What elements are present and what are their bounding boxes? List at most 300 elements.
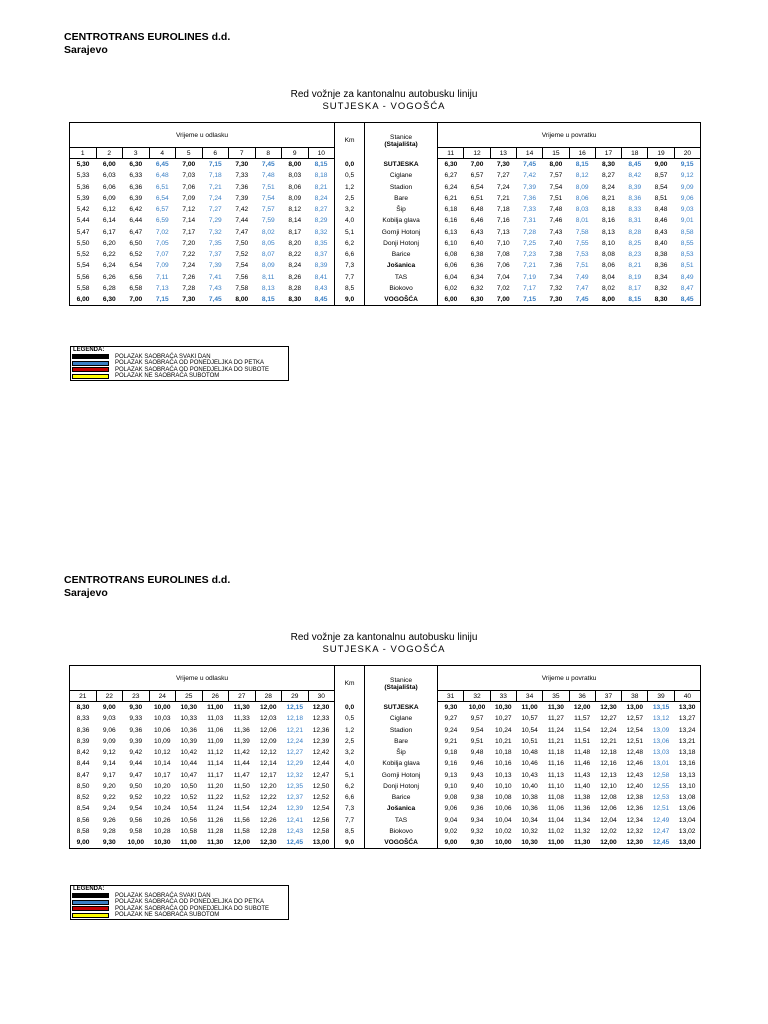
station-name: Ciglane (365, 170, 438, 181)
return-time: 8,42 (628, 172, 642, 180)
return-time: 13,15 (652, 704, 670, 712)
return-time: 11,08 (547, 794, 564, 802)
departure-time: 9,47 (129, 771, 143, 779)
return-time: 9,36 (470, 805, 484, 813)
table-row (70, 725, 701, 736)
return-time: 13,08 (674, 792, 700, 803)
departure-time: 8,09 (261, 262, 275, 270)
return-time: 10,13 (495, 771, 512, 779)
return-time: 8,28 (628, 228, 642, 236)
departure-col-number: 9 (282, 148, 309, 159)
departure-time: 8,41 (314, 273, 328, 281)
legend-label: POLAZAK NE SAOBRAĆA SUBOTOM (115, 373, 220, 379)
return-time: 8,13 (602, 228, 615, 236)
return-time: 8,01 (575, 217, 589, 225)
departure-time: 10,09 (153, 737, 171, 745)
return-time: 6,30 (464, 294, 490, 306)
km-value: 5,1 (335, 227, 365, 238)
return-time: 7,24 (496, 183, 510, 191)
table-row (70, 837, 701, 849)
departure-time: 6,09 (102, 194, 116, 202)
departure-time: 6,45 (155, 161, 169, 169)
return-time: 7,51 (549, 194, 563, 202)
return-time: 13,06 (652, 737, 670, 745)
return-col-number: 19 (648, 148, 674, 159)
return-time: 12,34 (626, 816, 644, 824)
departure-time: 9,00 (102, 704, 116, 712)
return-time: 7,25 (523, 239, 536, 247)
return-col-number: 31 (438, 691, 464, 702)
departure-time: 7,35 (208, 239, 222, 247)
departure-time: 10,12 (153, 749, 171, 757)
return-col-number: 34 (516, 691, 542, 702)
departure-time: 7,29 (208, 217, 222, 225)
return-time: 7,16 (496, 217, 510, 225)
departure-time: 6,54 (129, 262, 143, 270)
return-time: 8,12 (575, 172, 589, 180)
departure-time: 10,50 (180, 782, 197, 790)
departure-time: 12,27 (286, 749, 303, 757)
return-time: 6,13 (438, 227, 464, 238)
departure-col-number: 29 (282, 691, 309, 702)
legend-label: POLAZAK SAOBRAĆA OD PONEDJELJKA DO PETKA (115, 899, 265, 905)
departure-time: 8,50 (70, 781, 97, 792)
return-col-number: 11 (438, 148, 464, 159)
departure-time: 7,15 (208, 161, 222, 169)
departure-time: 12,36 (312, 726, 330, 734)
departure-time: 7,24 (208, 194, 222, 202)
departure-time: 5,39 (70, 193, 97, 204)
return-time: 9,04 (438, 815, 464, 826)
departure-time: 9,56 (129, 816, 143, 824)
departure-time: 12,54 (312, 805, 330, 813)
return-time: 12,00 (573, 704, 591, 712)
return-time: 12,57 (626, 715, 644, 723)
table-row (70, 736, 701, 747)
company-name: CENTROTRANS EUROLINES d.d. (64, 574, 231, 586)
departure-time: 6,59 (155, 217, 169, 225)
departure-time: 12,32 (286, 771, 303, 779)
return-time: 9,51 (470, 737, 484, 745)
legend-label: POLAZAK NE SAOBRAĆA SUBOTOM (115, 912, 220, 918)
return-time: 8,00 (595, 294, 621, 306)
header-row (70, 666, 701, 691)
return-time: 6,46 (470, 217, 484, 225)
return-time: 10,16 (495, 760, 512, 768)
departure-col-number: 10 (308, 148, 335, 159)
return-time: 11,24 (547, 726, 564, 734)
return-time: 9,13 (438, 770, 464, 781)
km-header: Km (335, 123, 365, 159)
return-time: 9,00 (438, 837, 464, 849)
return-col-number: 12 (464, 148, 490, 159)
return-time: 7,54 (549, 183, 563, 191)
return-time: 9,00 (654, 161, 668, 169)
return-time: 7,45 (523, 161, 536, 169)
return-col-number: 37 (595, 691, 621, 702)
departure-time: 12,20 (259, 782, 277, 790)
return-time: 10,00 (490, 837, 516, 849)
station-name: Biokovo (365, 283, 438, 294)
return-time: 10,43 (521, 771, 538, 779)
return-time: 6,40 (470, 239, 484, 247)
departure-time: 11,22 (207, 794, 224, 802)
return-time: 9,40 (470, 782, 484, 790)
return-time: 7,58 (575, 228, 589, 236)
return-time: 12,51 (626, 737, 644, 745)
departure-time: 7,54 (235, 262, 249, 270)
return-time: 7,18 (496, 206, 510, 214)
departure-time: 5,33 (70, 170, 97, 181)
departure-time: 8,02 (261, 228, 275, 236)
departure-time: 8,21 (314, 183, 328, 191)
departure-time: 11,52 (233, 794, 250, 802)
departure-col-number: 1 (70, 148, 97, 159)
return-time: 7,32 (549, 284, 563, 292)
departure-time: 12,42 (312, 749, 330, 757)
departure-time: 6,17 (102, 228, 116, 236)
departure-time: 7,18 (208, 172, 222, 180)
return-time: 6,30 (438, 159, 464, 171)
return-time: 7,04 (496, 273, 510, 281)
departure-time: 9,54 (129, 805, 143, 813)
return-time: 13,01 (652, 760, 670, 768)
departure-time: 12,41 (286, 816, 303, 824)
departure-time: 8,28 (288, 284, 302, 292)
return-time: 12,40 (626, 782, 644, 790)
return-time: 9,01 (674, 215, 700, 226)
km-header: Km (335, 666, 365, 702)
return-time: 6,57 (470, 172, 484, 180)
departure-time: 11,17 (207, 771, 224, 779)
departure-time: 7,50 (235, 239, 249, 247)
return-col-number: 13 (490, 148, 516, 159)
return-time: 6,24 (438, 182, 464, 193)
departure-time: 8,29 (314, 217, 328, 225)
station-header-line1: Stanice (390, 676, 413, 684)
departure-time: 10,44 (180, 760, 197, 768)
departure-time: 10,47 (180, 771, 197, 779)
return-col-number: 39 (648, 691, 674, 702)
departure-col-number: 4 (149, 148, 176, 159)
return-time: 8,04 (602, 273, 615, 281)
return-time: 13,16 (674, 758, 700, 769)
return-time: 7,23 (523, 251, 536, 259)
return-time: 13,12 (652, 715, 670, 723)
return-time: 7,02 (496, 284, 510, 292)
departure-time: 6,39 (129, 194, 143, 202)
km-value: 1,2 (335, 182, 365, 193)
return-time: 8,46 (654, 217, 668, 225)
departure-time: 8,22 (288, 251, 302, 259)
return-col-number: 38 (622, 691, 648, 702)
departure-time: 8,24 (288, 262, 302, 270)
departure-time: 9,14 (102, 760, 116, 768)
departure-time: 5,54 (70, 260, 97, 271)
return-time: 8,18 (602, 206, 615, 214)
departure-time: 7,39 (235, 194, 249, 202)
return-time: 8,49 (674, 272, 700, 283)
return-time: 7,21 (496, 194, 510, 202)
return-time: 7,31 (523, 217, 536, 225)
km-value: 1,2 (335, 725, 365, 736)
departure-time: 12,35 (286, 782, 303, 790)
departure-time: 7,11 (156, 273, 169, 281)
departure-col-number: 26 (202, 691, 229, 702)
departure-time: 10,06 (153, 726, 171, 734)
return-time: 12,04 (600, 816, 617, 824)
return-time: 12,02 (600, 827, 617, 835)
departure-time: 5,52 (70, 249, 97, 260)
return-time: 12,53 (652, 794, 670, 802)
return-time: 10,10 (495, 782, 512, 790)
departure-time: 8,44 (70, 758, 97, 769)
return-time: 7,48 (549, 206, 563, 214)
departure-time: 7,05 (155, 239, 169, 247)
departure-time: 6,50 (129, 239, 143, 247)
table-row (70, 747, 701, 758)
return-time: 6,21 (438, 193, 464, 204)
return-time: 6,43 (470, 228, 484, 236)
station-name: Stadion (365, 182, 438, 193)
return-time: 8,32 (654, 284, 668, 292)
return-time: 8,58 (674, 227, 700, 238)
return-time: 8,31 (628, 217, 642, 225)
return-time: 9,18 (438, 747, 464, 758)
departure-time: 9,30 (96, 837, 123, 849)
return-time: 11,43 (574, 771, 591, 779)
return-time: 6,16 (438, 215, 464, 226)
departure-time: 8,45 (308, 294, 335, 306)
departure-time: 7,30 (235, 161, 249, 169)
legend-label: POLAZAK SAOBRAĆA SVAKI DAN (115, 353, 211, 360)
return-col-number: 35 (543, 691, 569, 702)
departure-time: 6,30 (129, 161, 143, 169)
return-time: 6,00 (438, 294, 464, 306)
departure-time: 7,22 (182, 251, 196, 259)
departure-time: 11,24 (207, 805, 224, 813)
departure-col-number: 25 (176, 691, 203, 702)
departure-time: 7,36 (235, 183, 249, 191)
km-value: 6,6 (335, 792, 365, 803)
return-time: 9,54 (470, 726, 484, 734)
departure-time: 12,15 (286, 704, 303, 712)
station-name: TAS (365, 272, 438, 283)
return-time: 11,04 (547, 816, 564, 824)
departure-time: 8,17 (288, 228, 302, 236)
departure-time: 7,45 (261, 161, 275, 169)
return-time: 8,03 (575, 206, 589, 214)
departure-header: Vrijeme u odlasku (70, 666, 335, 691)
return-time: 8,48 (654, 206, 668, 214)
departure-col-number: 23 (123, 691, 150, 702)
departure-time: 12,50 (312, 782, 330, 790)
return-time: 8,23 (628, 251, 642, 259)
departure-time: 7,30 (176, 294, 203, 306)
departure-time: 7,44 (235, 217, 249, 225)
departure-time: 7,20 (182, 239, 196, 247)
return-time: 7,30 (543, 294, 569, 306)
departure-time: 9,22 (102, 794, 116, 802)
return-time: 9,32 (470, 827, 484, 835)
return-time: 8,30 (602, 161, 615, 169)
departure-time: 6,33 (129, 172, 143, 180)
return-time: 8,00 (549, 161, 563, 169)
departure-time: 8,32 (314, 228, 328, 236)
departure-time: 8,15 (255, 294, 282, 306)
return-time: 6,36 (470, 262, 484, 270)
return-time: 12,45 (648, 837, 674, 849)
return-time: 11,27 (547, 715, 564, 723)
return-time: 7,17 (523, 284, 536, 292)
return-time: 8,21 (628, 262, 642, 270)
return-time: 9,16 (438, 758, 464, 769)
departure-time: 5,56 (70, 272, 97, 283)
departure-time: 12,58 (312, 827, 330, 835)
return-time: 8,30 (648, 294, 674, 306)
return-time: 9,12 (674, 170, 700, 181)
return-time: 8,43 (654, 228, 668, 236)
departure-time: 7,45 (202, 294, 229, 306)
departure-time: 10,36 (180, 726, 197, 734)
return-time: 7,33 (523, 206, 536, 214)
departure-time: 8,27 (314, 206, 328, 214)
return-time: 8,54 (654, 183, 668, 191)
return-time: 8,19 (628, 273, 642, 281)
return-time: 9,30 (464, 837, 490, 849)
departure-time: 6,30 (96, 294, 123, 306)
departure-time: 9,20 (102, 782, 116, 790)
departure-time: 11,20 (207, 782, 224, 790)
departure-time: 8,18 (314, 172, 328, 180)
return-time: 8,40 (654, 239, 668, 247)
return-time: 12,10 (600, 782, 617, 790)
departure-time: 9,17 (102, 771, 116, 779)
departure-time: 6,51 (155, 183, 169, 191)
departure-time: 7,39 (208, 262, 222, 270)
departure-time: 5,47 (70, 227, 97, 238)
station-name: Barice (365, 249, 438, 260)
return-time: 7,46 (549, 217, 563, 225)
km-value: 6,2 (335, 238, 365, 249)
station-name: Ciglane (365, 713, 438, 724)
departure-time: 9,09 (102, 737, 116, 745)
legend (70, 885, 289, 920)
station-name: Kobilja glava (365, 215, 438, 226)
departure-time: 8,06 (288, 183, 302, 191)
departure-time: 7,09 (155, 262, 169, 270)
return-time: 7,13 (496, 228, 510, 236)
km-value: 4,0 (335, 758, 365, 769)
departure-time: 7,00 (182, 161, 196, 169)
return-time: 12,38 (626, 794, 644, 802)
km-value: 6,6 (335, 249, 365, 260)
departure-time: 8,05 (261, 239, 275, 247)
departure-col-number: 7 (229, 148, 256, 159)
departure-time: 7,24 (182, 262, 196, 270)
return-time: 13,18 (674, 747, 700, 758)
departure-time: 6,06 (102, 183, 116, 191)
return-time: 9,57 (470, 715, 484, 723)
station-header-line1: Stanice (390, 133, 413, 141)
departure-time: 7,59 (261, 217, 275, 225)
return-time: 6,48 (470, 206, 484, 214)
return-time: 13,21 (674, 736, 700, 747)
departure-time: 8,13 (261, 284, 275, 292)
return-col-number: 17 (595, 148, 621, 159)
km-value: 7,3 (335, 260, 365, 271)
departure-time: 12,14 (259, 760, 277, 768)
departure-time: 7,52 (235, 251, 249, 259)
km-value: 9,0 (335, 837, 365, 849)
departure-time: 9,12 (102, 749, 116, 757)
departure-time: 7,43 (208, 284, 222, 292)
return-time: 11,00 (521, 704, 538, 712)
departure-time: 7,57 (261, 206, 275, 214)
return-header: Vrijeme u povratku (438, 666, 701, 691)
departure-time: 10,58 (180, 827, 197, 835)
departure-col-number: 21 (70, 691, 97, 702)
departure-time: 7,42 (235, 206, 249, 214)
km-value: 0,5 (335, 713, 365, 724)
return-time: 10,08 (495, 794, 512, 802)
km-value: 0,5 (335, 170, 365, 181)
departure-time: 6,42 (129, 206, 143, 214)
departure-time: 12,28 (259, 827, 277, 835)
station-header-line2: (Stajališta) (384, 683, 418, 691)
departure-time: 12,03 (259, 715, 277, 723)
return-time: 12,06 (600, 805, 617, 813)
departure-time: 6,22 (102, 251, 116, 259)
departure-time: 6,00 (102, 161, 116, 169)
return-col-number: 33 (490, 691, 516, 702)
return-time: 13,00 (626, 704, 644, 712)
return-time: 11,34 (574, 816, 591, 824)
departure-time: 9,39 (129, 737, 143, 745)
departure-time: 12,17 (259, 771, 277, 779)
return-time: 12,24 (600, 726, 617, 734)
return-time: 13,03 (652, 749, 670, 757)
legend-label: POLAZAK SAOBRAĆA SVAKI DAN (115, 892, 211, 899)
return-time: 11,48 (574, 749, 591, 757)
return-time: 10,38 (521, 794, 538, 802)
return-col-number: 18 (622, 148, 648, 159)
departure-time: 9,44 (129, 760, 143, 768)
departure-time: 7,17 (182, 228, 196, 236)
return-time: 6,04 (438, 272, 464, 283)
km-value: 8,5 (335, 283, 365, 294)
return-time: 9,30 (438, 702, 464, 714)
return-col-number: 15 (543, 148, 569, 159)
return-time: 11,46 (574, 760, 591, 768)
return-time: 13,00 (674, 837, 700, 849)
departure-time: 11,58 (233, 827, 250, 835)
departure-time: 10,30 (149, 837, 176, 849)
departure-time: 7,47 (235, 228, 249, 236)
departure-col-number: 6 (202, 148, 229, 159)
route-name: SUTJESKA - VOGOŠĆA (322, 644, 446, 655)
km-value: 3,2 (335, 747, 365, 758)
departure-time: 6,00 (70, 294, 97, 306)
departure-time: 8,58 (70, 826, 97, 837)
company-city: Sarajevo (64, 44, 108, 56)
departure-time: 11,03 (207, 715, 224, 723)
station-name: TAS (365, 815, 438, 826)
departure-time: 7,00 (123, 294, 150, 306)
departure-time: 11,00 (176, 837, 203, 849)
return-time: 7,34 (549, 273, 563, 281)
departure-time: 10,24 (153, 805, 171, 813)
